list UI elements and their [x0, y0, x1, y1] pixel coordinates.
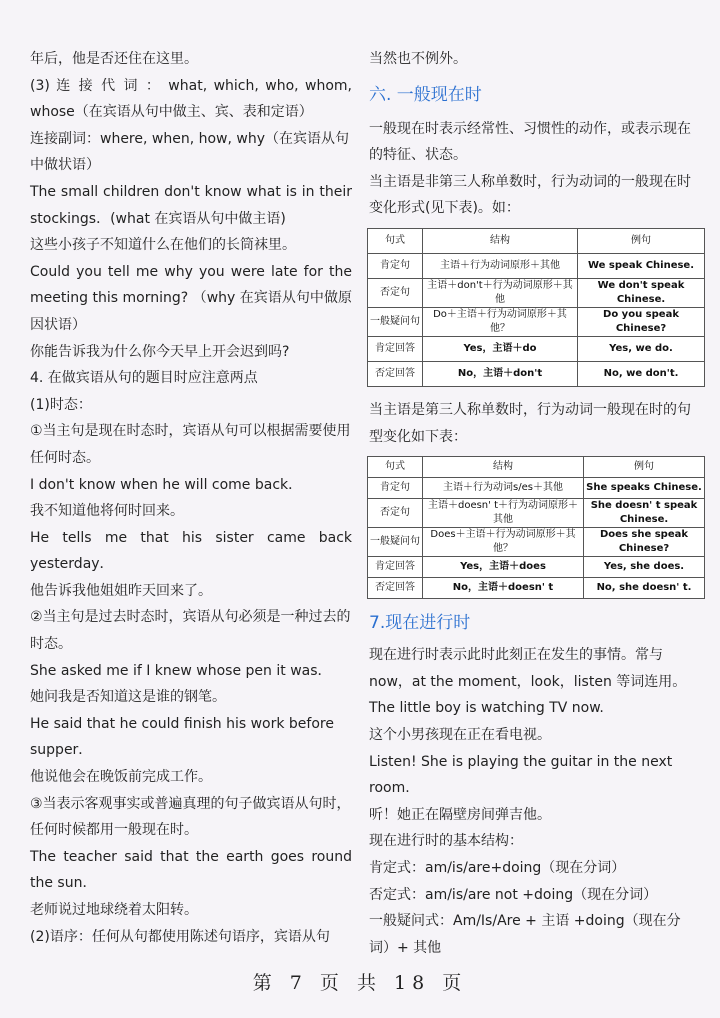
table-cell: No，主语＋doesn' t — [423, 578, 584, 599]
paragraph: 一般疑问式：Am/Is/Are + 主语 +doing（现在分词）+ 其他 — [369, 913, 681, 956]
table-row — [368, 578, 705, 599]
paragraph: 这些小孩子不知道什么在他们的长筒袜里。 — [30, 237, 296, 254]
section-heading-present-continuous: 7.现在进行时 — [369, 613, 471, 634]
paragraph: 我不知道他将何时回来。 — [30, 503, 184, 520]
paragraph: 一般现在时表示经常性、习惯性的动作，或表示现在的特征、状态。 — [369, 120, 691, 164]
table-header-row — [368, 457, 705, 478]
table-cell: 主语＋行为动词原形＋其他 — [423, 253, 578, 278]
table-cell: 主语＋doesn' t＋行为动词原形＋其他 — [423, 499, 584, 528]
table-cell: 否定句 — [368, 499, 423, 528]
table-cell: 否定回答 — [368, 361, 423, 386]
paragraph: 4. 在做宾语从句的题目时应注意两点 — [30, 370, 258, 387]
paragraph: 现在进行时的基本结构： — [369, 833, 523, 850]
paragraph: I don't know when he will come back． — [30, 476, 303, 493]
paragraph: (2)语序：任何从句都使用陈述句语序，宾语从句 — [30, 928, 330, 945]
paragraph: ②当主句是过去时态时，宾语从句必须是一种过去的时态。 — [30, 609, 351, 653]
paragraph: 这个小男孩现在正在看电视。 — [369, 726, 551, 743]
paragraph: ③当表示客观事实或普遍真理的句子做宾语从句时，任何时候都用一般现在时。 — [30, 795, 351, 839]
table-header: 结构 — [423, 228, 578, 253]
paragraph: He said that he could finish his work before supper． — [30, 715, 334, 759]
paragraph: Listen! She is playing the guitar in the next room. — [369, 753, 673, 797]
table-cell: Yes，主语＋do — [423, 336, 578, 361]
paragraph: The teacher said that the earth goes round the sun． — [30, 848, 352, 892]
table-cell: No，主语＋don't — [423, 361, 578, 386]
table-cell: 一般疑问句 — [368, 307, 423, 336]
paragraph: 当主语是第三人称单数时，行为动词一般现在时的句型变化如下表： — [369, 401, 691, 445]
table-row — [368, 499, 705, 528]
paragraph: (3) 连 接 代 词 ： what, which, who, whom, whose（在宾语从句中做主、宾、表和定语） — [30, 77, 352, 121]
table-row — [368, 336, 705, 361]
paragraph: 当然也不例外。 — [369, 51, 467, 67]
paragraph: 连接副词：where, when, how, why（在宾语从句中做状语） — [30, 130, 350, 174]
table-row — [368, 361, 705, 386]
table-header: 例句 — [578, 228, 705, 253]
table-cell: 肯定句 — [368, 478, 423, 499]
table-row — [368, 253, 705, 278]
paragraph: 老师说过地球绕着太阳转。 — [30, 902, 198, 918]
paragraph: 他说他会在晚饭前完成工作。 — [30, 769, 212, 786]
paragraph: The little boy is watching TV now. — [369, 700, 604, 717]
table-cell: We speak Chinese. — [578, 253, 705, 278]
table-row — [368, 307, 705, 336]
table-header: 例句 — [584, 457, 705, 478]
table-cell: 肯定回答 — [368, 336, 423, 361]
table-row — [368, 528, 705, 557]
paragraph: ①当主句是现在时态时，宾语从句可以根据需要使用任何时态。 — [30, 423, 351, 466]
table-cell: Does she speak Chinese? — [584, 528, 705, 557]
paragraph: 否定式：am/is/are not +doing（现在分词） — [369, 886, 658, 903]
table-cell: 一般疑问句 — [368, 528, 423, 557]
paragraph: (1)时态： — [30, 396, 92, 413]
paragraph: He tells me that his sister came back yesterday． — [30, 529, 352, 573]
table-cell: Yes, she does. — [584, 557, 705, 578]
table-cell: We don't speak Chinese. — [578, 278, 705, 307]
table-header: 句式 — [368, 457, 423, 478]
paragraph: Could you tell me why you were late for the meeting this morning? （why 在宾语从句中做原因状语） — [30, 263, 352, 333]
table-row — [368, 557, 705, 578]
table-header: 句式 — [368, 228, 423, 253]
grammar-table-third-person — [367, 456, 705, 599]
table-cell: Do＋主语＋行为动词原形＋其他？ — [423, 307, 578, 336]
paragraph: 现在进行时表示此时此刻正在发生的事情。常与now，at the moment，look，listen 等词连用。 — [369, 647, 687, 690]
paragraph: 当主语是非第三人称单数时，行为动词的一般现在时变化形式(见下表)。如： — [369, 173, 691, 217]
paragraph: 肯定式：am/is/are+doing（现在分词） — [369, 859, 626, 876]
table-cell: No, she doesn' t. — [584, 578, 705, 599]
paragraph: 你能告诉我为什么你今天早上开会迟到吗? — [30, 343, 290, 360]
paragraph: She asked me if I knew whose pen it was． — [30, 662, 332, 679]
table-cell: 主语＋行为动词s/es＋其他 — [423, 478, 584, 499]
page-number-footer: 第 7 页 共 18 页 — [252, 972, 468, 994]
table-cell: Yes, we do. — [578, 336, 705, 361]
table-cell: 否定回答 — [368, 578, 423, 599]
table-cell: 否定句 — [368, 278, 423, 307]
table-header-row — [368, 228, 705, 253]
paragraph: 听！她正在隔壁房间弹吉他。 — [369, 806, 551, 823]
table-cell: She doesn' t speak Chinese. — [584, 499, 705, 528]
paragraph: 她问我是否知道这是谁的钢笔。 — [30, 689, 226, 706]
paragraph: 年后，他是否还住在这里。 — [30, 51, 198, 67]
table-cell: Do you speak Chinese? — [578, 307, 705, 336]
paragraph: 他告诉我他姐姐昨天回来了。 — [30, 582, 212, 599]
left-column — [30, 46, 352, 950]
section-heading-present-simple: 六. 一般现在时 — [369, 84, 482, 105]
table-cell: Does＋主语＋行为动词原形＋其他？ — [423, 528, 584, 557]
paragraph: The small children don't know what is in their stockings．(what 在宾语从句中做主语) — [30, 183, 352, 227]
table-row — [368, 478, 705, 499]
table-cell: 肯定回答 — [368, 557, 423, 578]
table-cell: She speaks Chinese. — [584, 478, 705, 499]
table-cell: 主语＋don't＋行为动词原形＋其他 — [423, 278, 578, 307]
right-column — [369, 46, 702, 961]
grammar-table-non-third-person — [367, 228, 705, 387]
table-row — [368, 278, 705, 307]
table-header: 结构 — [423, 457, 584, 478]
table-cell: No, we don't. — [578, 361, 705, 386]
table-cell: Yes，主语＋does — [423, 557, 584, 578]
table-cell: 肯定句 — [368, 253, 423, 278]
